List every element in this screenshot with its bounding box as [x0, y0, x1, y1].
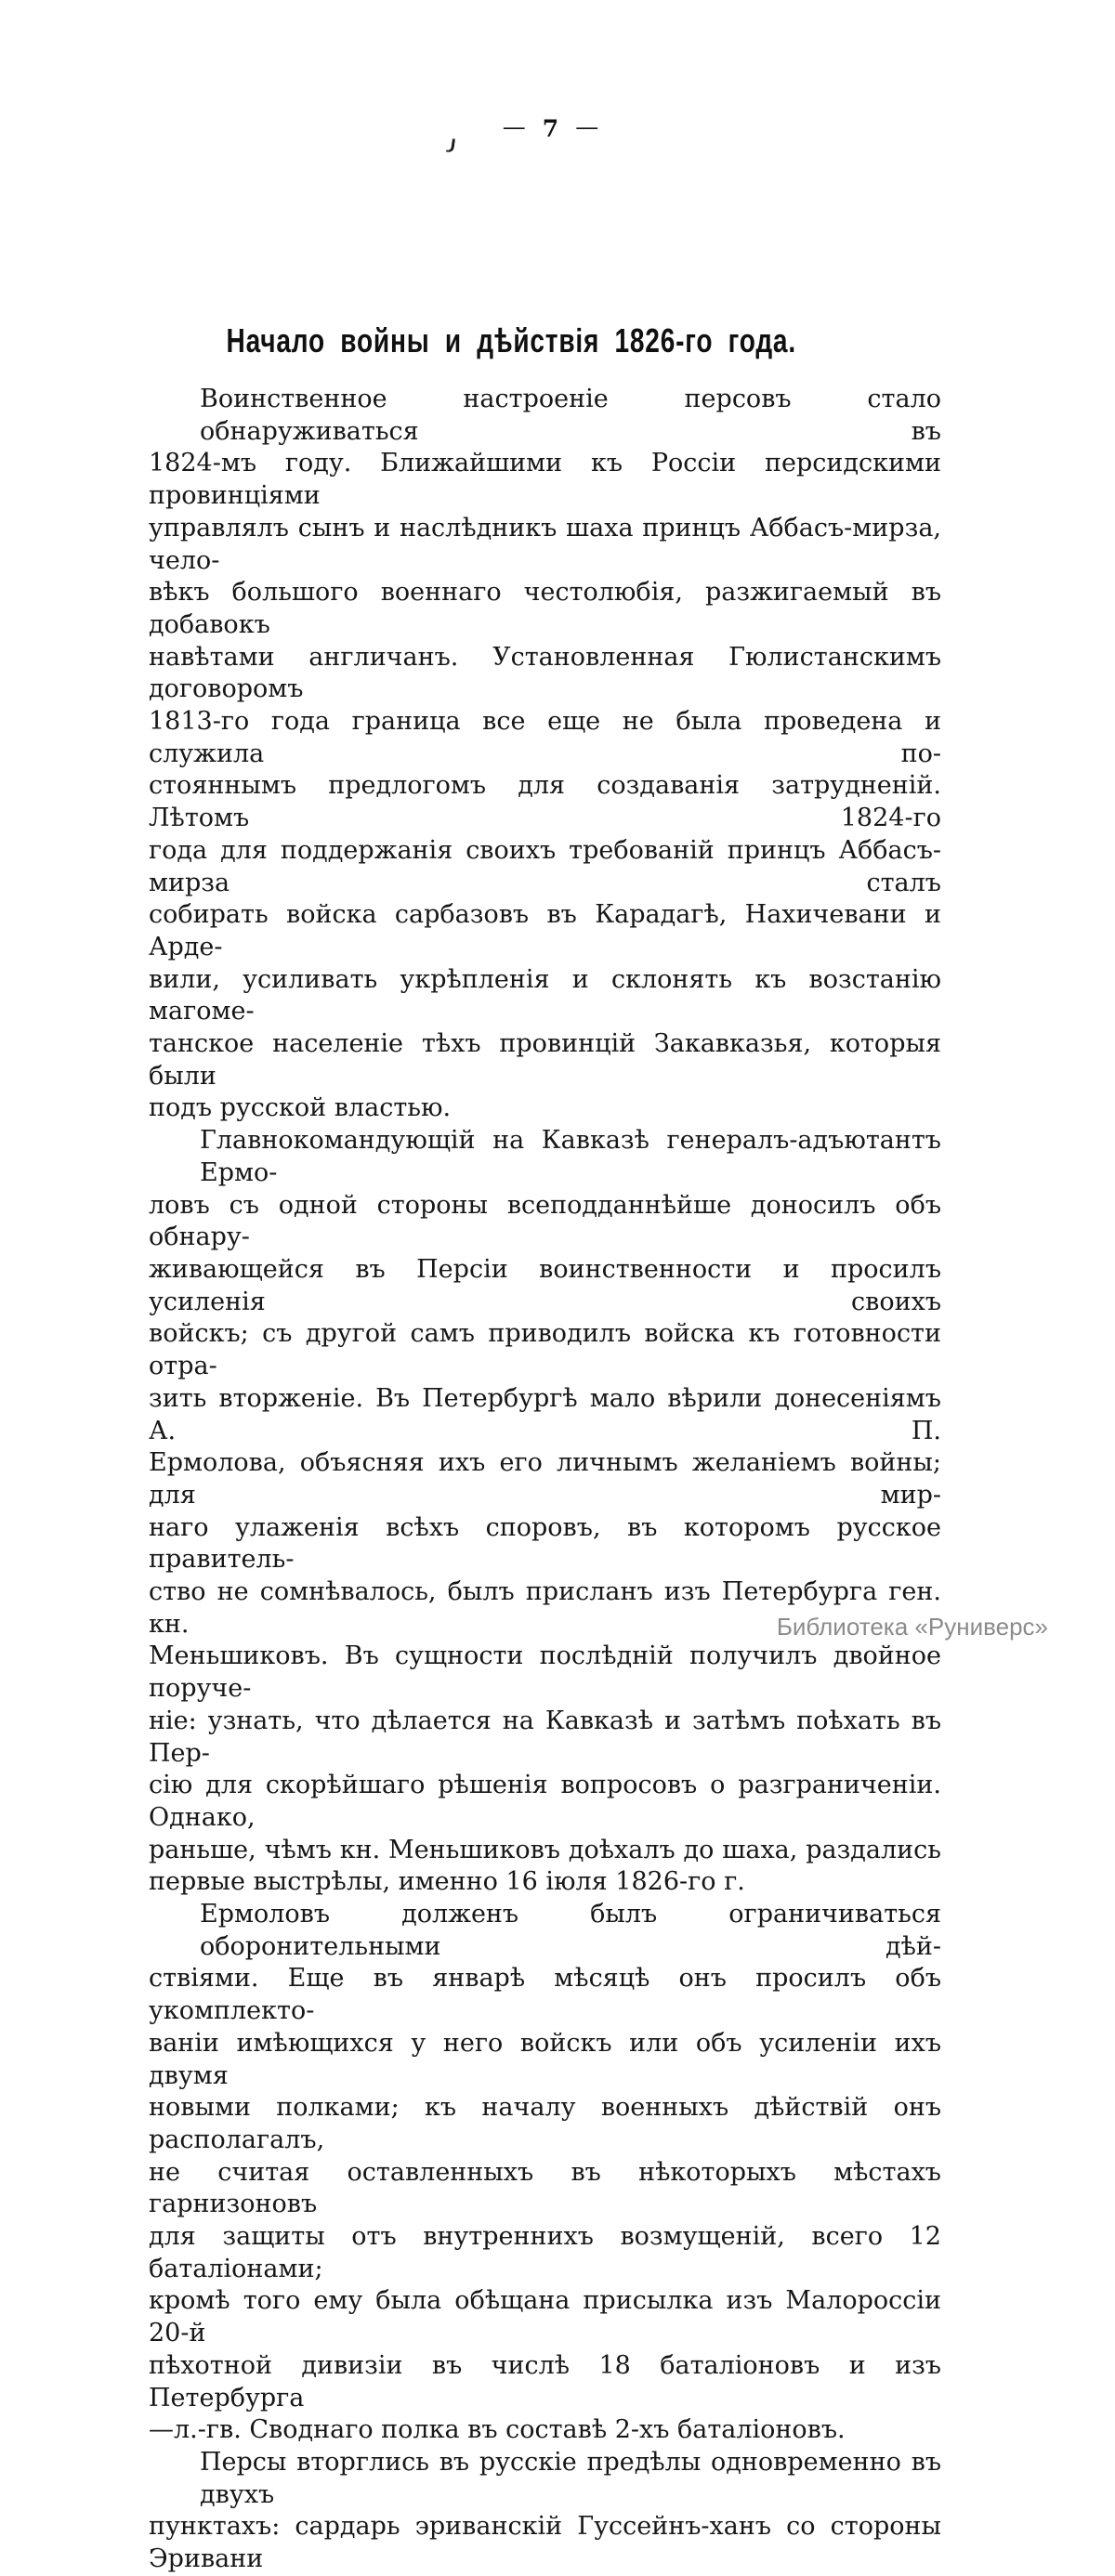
library-watermark: Библиотека «Руниверс»: [776, 1613, 1048, 1641]
paragraph: [149, 384, 941, 1125]
text-line: наго улаженія всѣхъ споровъ, въ которомъ русское правитель-: [149, 1512, 941, 1575]
text-line: новыми полками; къ началу военныхъ дѣйствій онъ располагалъ,: [149, 2093, 941, 2154]
paragraph: [149, 1899, 941, 2447]
page-number: [0, 115, 1102, 142]
text-line: Главнокомандующій на Кавказѣ генералъ-адъютантъ Ермо-: [200, 1126, 941, 1187]
text-line: вили, усиливать укрѣпленія и склонять къ возстанію магоме-: [149, 964, 941, 1026]
text-line: Ермоловъ долженъ былъ ограничиваться оборонительными дѣй-: [200, 1900, 941, 1961]
text-line: управлялъ сынъ и наслѣдникъ шаха принцъ Аббасъ-мирза, чело-: [149, 513, 941, 575]
ink-speck: [446, 138, 455, 153]
text-line: зить вторженіе. Въ Петербургѣ мало вѣрили донесеніямъ А. П.: [149, 1383, 941, 1445]
text-line: кромѣ того ему была обѣщана присылка изъ Малороссіи 20-й: [149, 2286, 941, 2348]
text-line: навѣтами англичанъ. Установленная Гюлистанскимъ договоромъ: [149, 642, 941, 704]
text-line: пунктахъ: сардарь эриванскій Гуссейнъ-ханъ со стороны Эривани: [149, 2512, 941, 2574]
chapter-heading-text: Начало войны и дѣйствія 1826-го года.: [226, 321, 796, 360]
text-line: подъ русской властью.: [149, 1093, 452, 1123]
text-line: Меньшиковъ. Въ сущности послѣдній получилъ двойное поруче-: [149, 1641, 941, 1704]
chapter-heading: [93, 321, 929, 360]
page-number-dash-right: —: [575, 113, 600, 140]
text-line: собирать войска сарбазовъ въ Карадагѣ, Нахичевани и Арде-: [149, 900, 941, 961]
text-line: ствіями. Еще въ январѣ мѣсяцѣ онъ просилъ объ укомплекто-: [149, 1964, 941, 2026]
text-line: танское населеніе тѣхъ провинцій Закавказья, которыя были: [149, 1029, 941, 1091]
text-line: раньше, чѣмъ кн. Меньшиковъ доѣхалъ до шаха, раздались: [149, 1835, 941, 1864]
text-line: для защиты отъ внутреннихъ возмущеній, всего 12 баталіонами;: [149, 2222, 941, 2283]
body-text: [149, 384, 941, 2576]
text-line: Ермолова, объясняя ихъ его личнымъ желаніемъ войны; для мир-: [149, 1448, 941, 1510]
text-line: 1813-го года граница все еще не была проведена и служила по-: [149, 707, 941, 768]
text-line: не считая оставленныхъ въ нѣкоторыхъ мѣстахъ гарнизоновъ: [149, 2157, 941, 2219]
paragraph: [149, 1125, 941, 1899]
text-line: вѣкъ большого военнаго честолюбія, разжигаемый въ добавокъ: [149, 578, 941, 639]
text-line: ваніи имѣющихся у него войскъ или объ усиленіи ихъ двумя: [149, 2028, 941, 2090]
text-line: ство не сомнѣвалось, былъ присланъ изъ Петербурга ген. кн.: [149, 1577, 941, 1639]
text-line: Персы вторглись въ русскіе предѣлы одновременно въ двухъ: [200, 2448, 941, 2509]
text-line: ловъ съ одной стороны всеподданнѣйше доносилъ объ обнару-: [149, 1190, 941, 1252]
page-number-value: 7: [542, 115, 560, 142]
text-line: пѣхотной дивизіи въ числѣ 18 баталіоновъ и изъ Петербурга: [149, 2350, 941, 2413]
paragraph: [149, 2447, 941, 2576]
text-line: живающейся въ Персіи воинственности и просилъ усиленія своихъ: [149, 1254, 941, 1316]
text-line: сію для скорѣйшаго рѣшенія вопросовъ о разграниченіи. Однако,: [149, 1771, 941, 1832]
text-line: ніе: узнать, что дѣлается на Кавказѣ и затѣмъ поѣхать въ Пер-: [149, 1706, 941, 1768]
page-number-dash-left: —: [502, 113, 527, 140]
text-line: первые выстрѣлы, именно 16 іюля 1826-го г.: [149, 1867, 745, 1897]
text-line: —л.-гв. Своднаго полка въ составѣ 2-хъ баталіоновъ.: [149, 2415, 846, 2445]
text-line: 1824-мъ году. Ближайшими къ Россіи персидскими провинціями: [149, 449, 941, 511]
text-line: Воинственное настроеніе персовъ стало обнаруживаться въ: [200, 385, 941, 446]
text-line: года для поддержанія своихъ требованій принцъ Аббасъ-мирза сталъ: [149, 835, 941, 897]
text-line: стояннымъ предлогомъ для создаванія затрудненій. Лѣтомъ 1824-го: [149, 771, 941, 833]
text-line: войскъ; съ другой самъ приводилъ войска къ готовности отра-: [149, 1319, 941, 1381]
